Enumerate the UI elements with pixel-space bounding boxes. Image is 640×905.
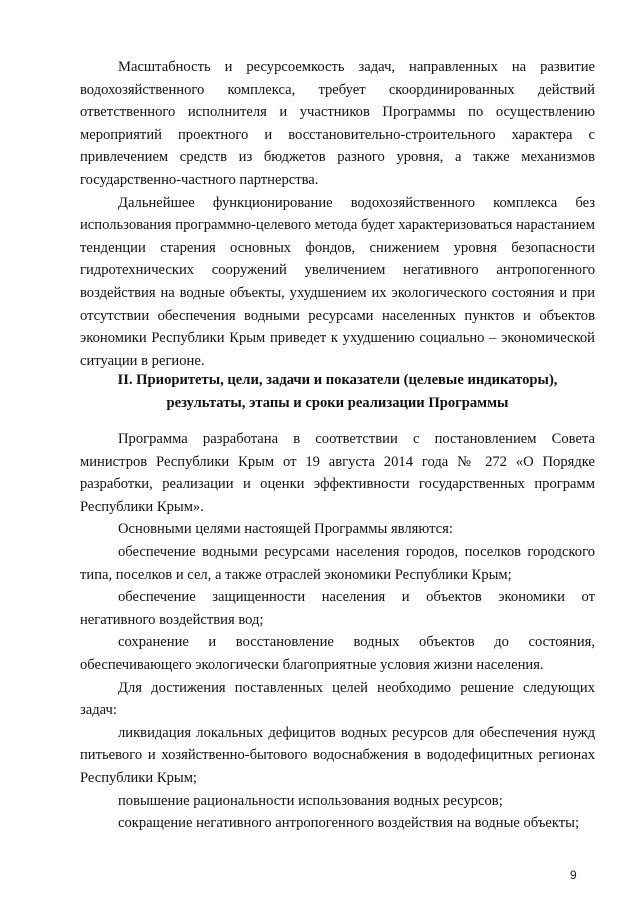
page-number: 9 [570, 868, 577, 882]
list-item: сохранение и восстановление водных объектов до состояния, обеспечивающего экологически благоприятные условия жизни населения. [80, 634, 595, 673]
section-heading-line: II. Приоритеты, цели, задачи и показатели (целевые индикаторы), [117, 372, 558, 388]
section-text-block [80, 428, 595, 835]
paragraph: Масштабность и ресурсоемкость задач, направленных на развитие водохозяйственного комплекса, требует скоординированных действий ответственного исполнителя и участников Программы по осуществлению мероприятий проектного и восстановительно-строительного характера с привлечением средств из бюджетов разного уровня, а также механизмов государственно-частного партнерства. [80, 59, 595, 188]
list-item: обеспечение водными ресурсами населения городов, поселков городского типа, поселков и сел, а также отраслей экономики Республики Крым; [80, 543, 595, 583]
list-item: ликвидация локальных дефицитов водных ресурсов для обеспечения нужд питьевого и хозяйственно-бытового водоснабжения в вододефицитных регионах Республики Крым; [80, 724, 595, 786]
section-heading-line: результаты, этапы и сроки реализации Программы [166, 394, 509, 411]
paragraph: Дальнейшее функционирование водохозяйственного комплекса без использования программно-целевого метода будет характеризоваться нарастанием тенденции старения основных фондов, снижением уровня безопасности гидротехнических сооружений увеличением негативного антропогенного воздействия на водные объекты, ухудшением их экологического состояния и при отсутствии обеспечения водными ресурсами населенных пунктов и объектов экономики Республики Крым приведет к ухудшению социально – экономической ситуации в регионе. [80, 194, 595, 369]
paragraph: Основными целями настоящей Программы являются: [118, 521, 453, 538]
list-item: повышение рациональности использования водных ресурсов; [118, 792, 503, 809]
list-item: сокращение негативного антропогенного воздействия на водные объекты; [118, 815, 580, 832]
intro-text-block [80, 56, 595, 372]
list-item: обеспечение защищенности населения и объектов экономики от негативного воздействия вод; [80, 589, 595, 628]
section-heading [90, 369, 585, 414]
paragraph: Программа разработана в соответствии с постановлением Совета министров Республики Крым от 19 августа 2014 года № 272 «О Порядке разработки, реализации и оценки эффективности государственных программ Республики Крым». [80, 431, 595, 515]
paragraph: Для достижения поставленных целей необходимо решение следующих задач: [80, 679, 595, 719]
